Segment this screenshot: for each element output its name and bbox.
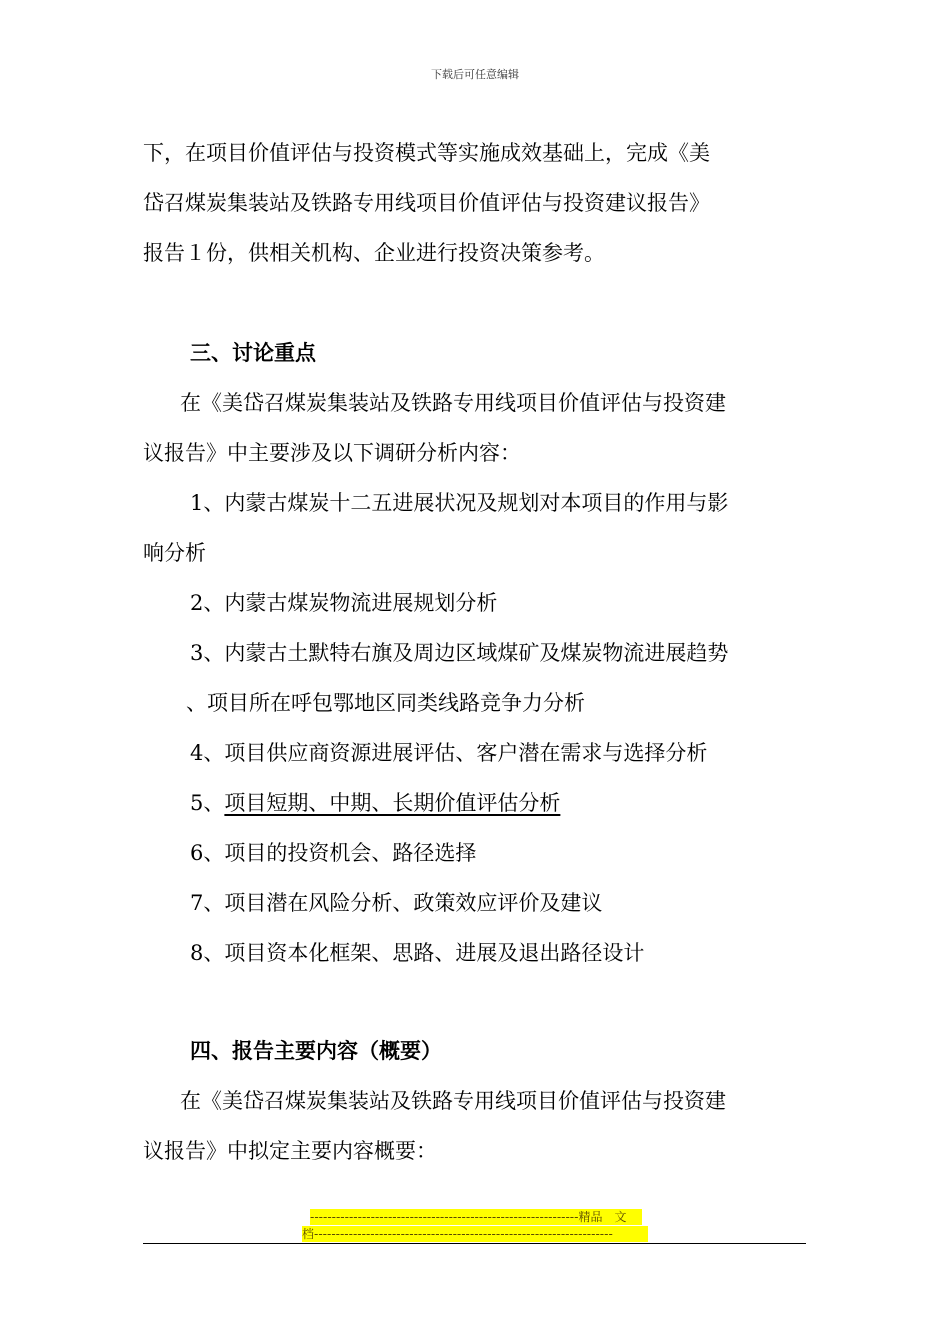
section-4-paragraph-line-1: 在《美岱召煤炭集装站及铁路专用线项目价值评估与投资建: [180, 1089, 726, 1113]
list-item-3-continued: 、项目所在呼包鄂地区同类线路竞争力分析: [186, 691, 585, 715]
list-item-5-text: 项目短期、中期、长期价值评估分析: [224, 791, 561, 815]
intro-line-1: 下，在项目价值评估与投资模式等实施成效基础上，完成《美: [143, 141, 710, 165]
section-4-heading: 四、报告主要内容（概要）: [190, 1039, 442, 1063]
header-note: 下载后可任意编辑: [431, 68, 519, 81]
footer-mark-line-2: 档---------------------------------------------------------------------: [302, 1226, 648, 1242]
section-3-heading: 三、讨论重点: [190, 341, 316, 365]
list-item-1-continued: 响分析: [143, 541, 206, 565]
footer-mark-line-1: --------------------------------------------------------------精品 文: [310, 1209, 642, 1225]
footer-divider: [143, 1243, 806, 1244]
list-item-6: 6、项目的投资机会、路径选择: [190, 841, 477, 865]
intro-line-2: 岱召煤炭集装站及铁路专用线项目价值评估与投资建议报告》: [143, 191, 710, 215]
list-item-2: 2、内蒙古煤炭物流进展规划分析: [190, 591, 498, 615]
intro-line-3: 报告１份，供相关机构、企业进行投资决策参考。: [143, 241, 605, 265]
list-item-5-number: 5、: [190, 791, 225, 815]
list-item-5: [190, 788, 560, 818]
list-item-1: 1、内蒙古煤炭十二五进展状况及规划对本项目的作用与影: [190, 491, 729, 515]
list-item-7: 7、项目潜在风险分析、政策效应评价及建议: [190, 891, 603, 915]
section-3-paragraph-line-1: 在《美岱召煤炭集装站及铁路专用线项目价值评估与投资建: [180, 391, 726, 415]
section-3-paragraph-line-2: 议报告》中主要涉及以下调研分析内容：: [143, 441, 521, 465]
list-item-3: 3、内蒙古土默特右旗及周边区域煤矿及煤炭物流进展趋势: [190, 641, 729, 665]
list-item-4: 4、项目供应商资源进展评估、客户潜在需求与选择分析: [190, 741, 708, 765]
list-item-8: 8、项目资本化框架、思路、进展及退出路径设计: [190, 941, 645, 965]
section-4-paragraph-line-2: 议报告》中拟定主要内容概要：: [143, 1139, 437, 1163]
